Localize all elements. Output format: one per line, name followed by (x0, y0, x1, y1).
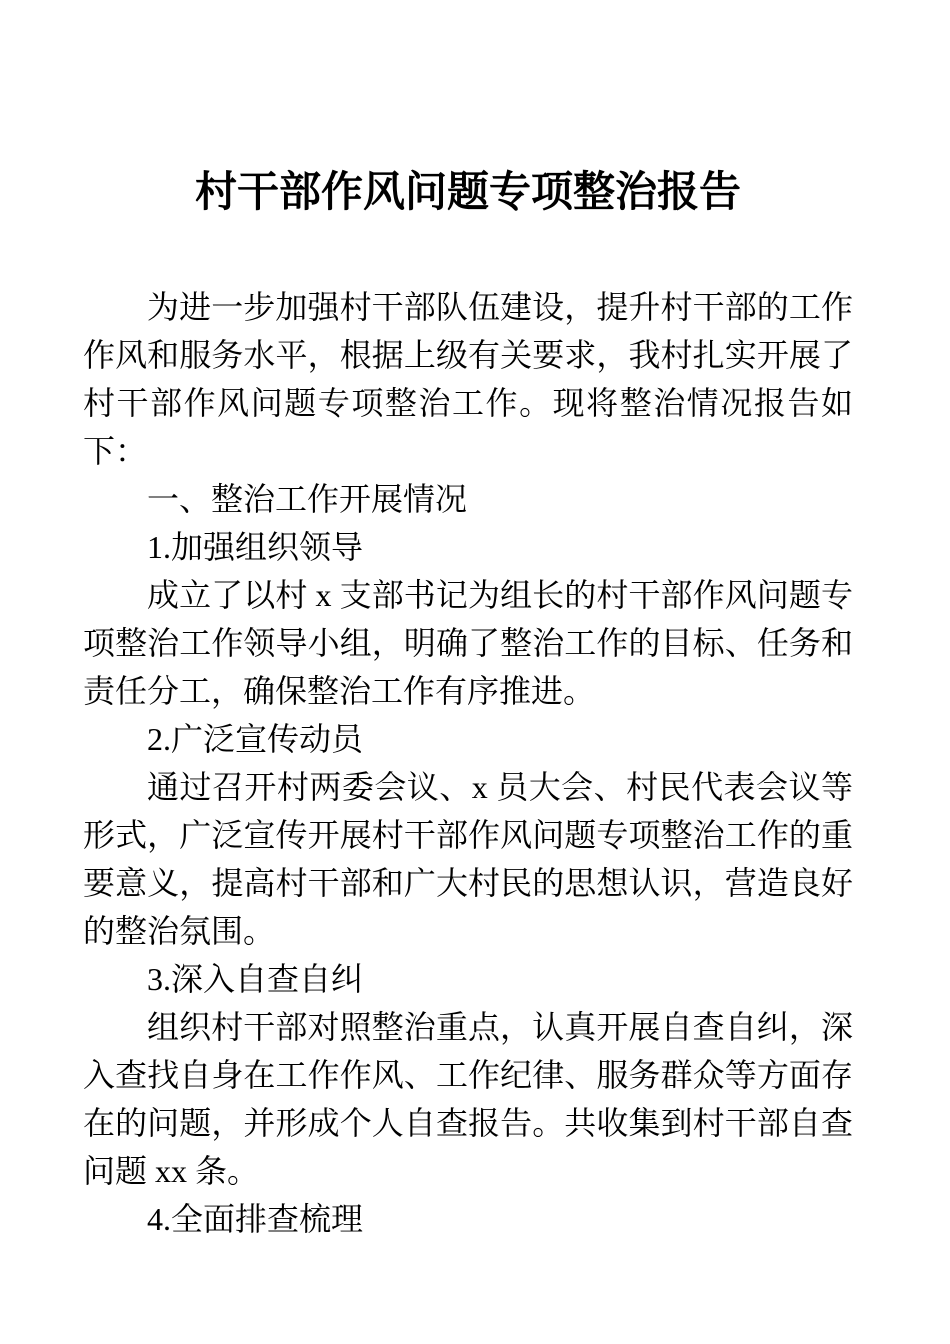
intro-paragraph: 为进一步加强村干部队伍建设，提升村干部的工作作风和服务水平，根据上级有关要求，我村扎实开展了村干部作风问题专项整治工作。现将整治情况报告如下： (83, 289, 853, 469)
subsection-2-heading: 2.广泛宣传动员 (147, 721, 364, 757)
subsection-3-heading: 3.深入自查自纠 (147, 961, 364, 997)
subsection-4-heading: 4.全面排查梳理 (147, 1201, 364, 1237)
document-title: 村干部作风问题专项整治报告 (194, 170, 741, 216)
document-body (83, 283, 853, 1243)
subsection-2-paragraph: 通过召开村两委会议、x 员大会、村民代表会议等形式，广泛宣传开展村干部作风问题专项整治工作的重要意义，提高村干部和广大村民的思想认识，营造良好的整治氛围。 (83, 769, 853, 949)
subsection-1-heading: 1.加强组织领导 (147, 529, 364, 565)
subsection-1-paragraph: 成立了以村 x 支部书记为组长的村干部作风问题专项整治工作领导小组，明确了整治工作的目标、任务和责任分工，确保整治工作有序推进。 (83, 577, 853, 709)
subsection-3-paragraph: 组织村干部对照整治重点，认真开展自查自纠，深入查找自身在工作作风、工作纪律、服务群众等方面存在的问题，并形成个人自查报告。共收集到村干部自查问题 xx 条。 (83, 1009, 853, 1189)
section-1-heading: 一、整治工作开展情况 (147, 481, 468, 517)
